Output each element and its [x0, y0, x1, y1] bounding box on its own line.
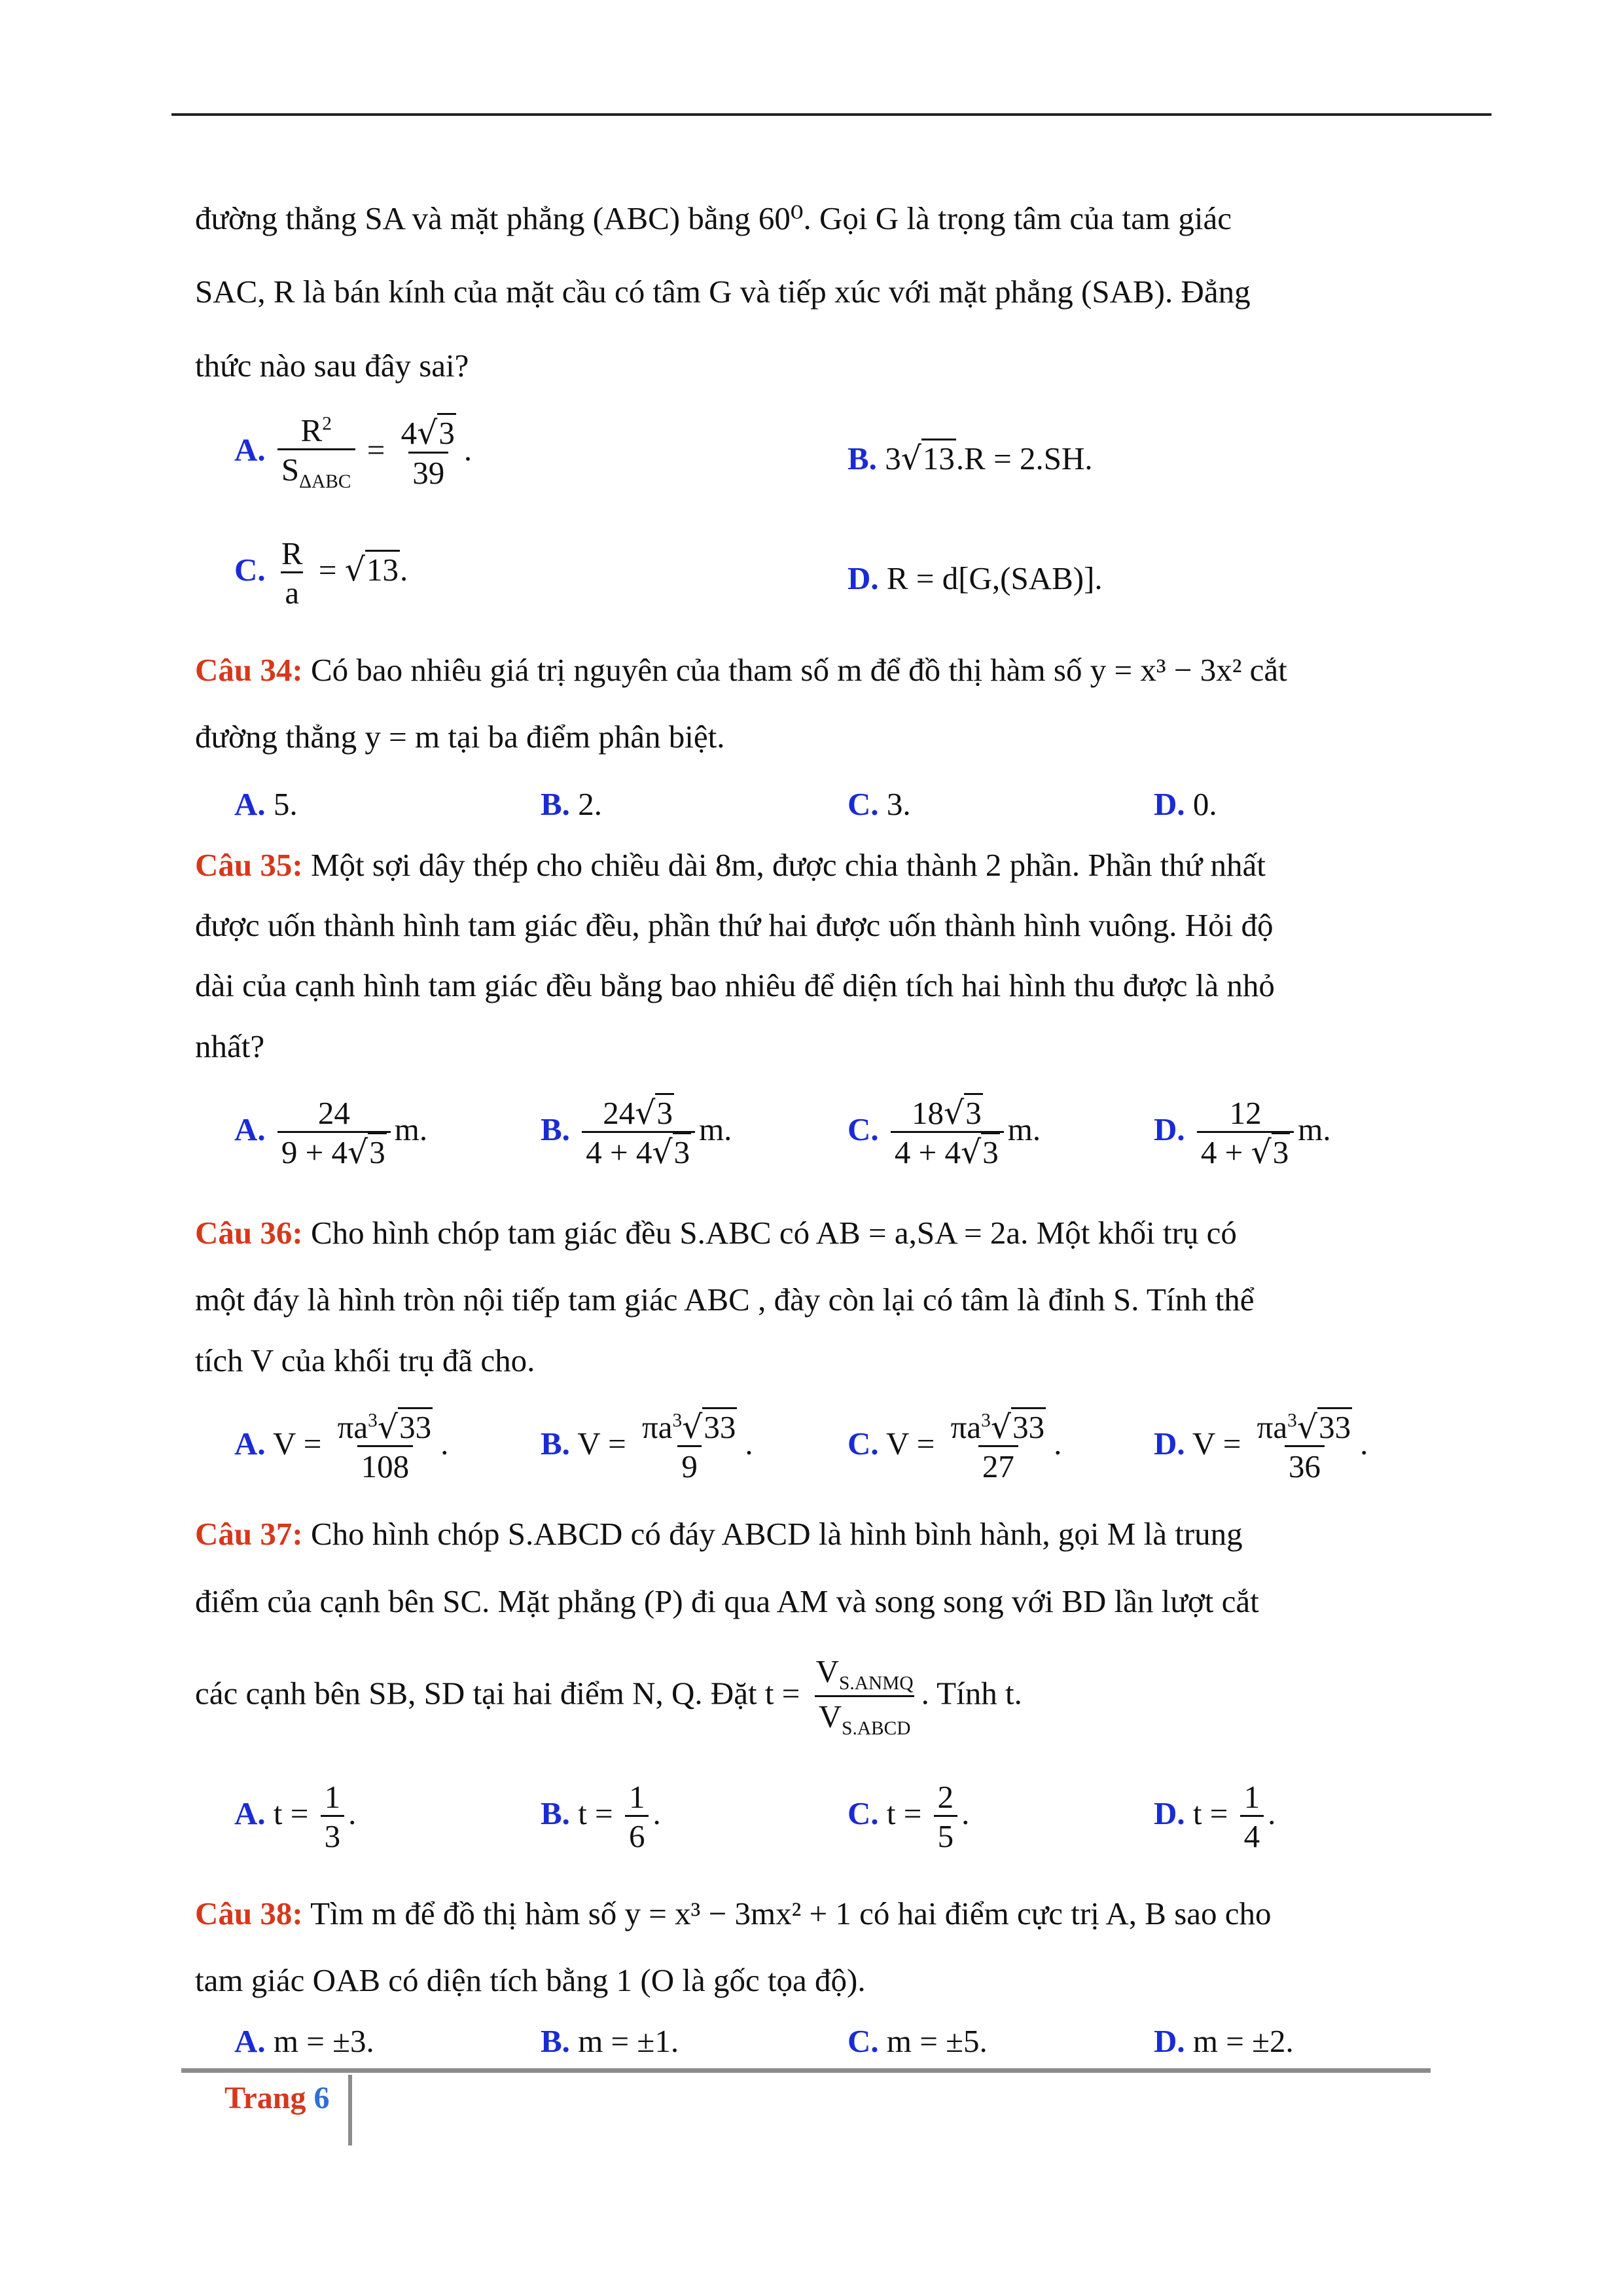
intro-line-2: SAC, R là bán kính của mặt cầu có tâm G và tiếp xúc với mặt phẳng (SAB). Đẳng — [195, 274, 1251, 310]
intro-line-1: đường thẳng SA và mặt phẳng (ABC) bằng 60⁰. Gọi G là trọng tâm của tam giác — [195, 200, 1232, 236]
question-title: Câu 38: — [195, 1895, 303, 1931]
footer-divider — [348, 2075, 352, 2145]
q37-line-3: các cạnh bên SB, SD tại hai điểm N, Q. Đặt t = $\frac{V_{S.ANMQ}}{V_{S.ABCD}}$ . Tính t. — [195, 1653, 1022, 1739]
question-title: Câu 36: — [195, 1215, 303, 1251]
page-footer — [224, 2080, 329, 2116]
q35-option-c: C. $\frac{18√3}{4 + 4√3}$ m. — [847, 1094, 1041, 1172]
intro-option-a: A. $\frac{R^2}{S_{\Delta ABC}}$ = $\frac{4√3}{39}$ . — [234, 412, 473, 493]
q34-line-2: đường thẳng y = m tại ba điểm phân biệt. — [195, 719, 725, 755]
fraction: $\frac{4√3}{39}$ — [401, 414, 455, 491]
q36-option-a: A. V = $\frac{\pi a^3√33}{108}$ . — [234, 1408, 449, 1485]
q37-option-a: A. t = $\frac{1}{3}$ . — [234, 1779, 357, 1855]
fraction: $\frac{V_{S.ANMQ}}{V_{S.ABCD}}$ — [815, 1653, 914, 1739]
intro-option-b: B. 3√13.R = 2.SH. — [847, 440, 1093, 477]
q36-line-3: tích V của khối trụ đã cho. — [195, 1342, 535, 1378]
q37-option-c: C. t = $\frac{2}{5}$ . — [847, 1779, 970, 1855]
q34-option-b: B. 2. — [541, 786, 602, 822]
q35-line-2: được uốn thành hình tam giác đều, phần thứ hai được uốn thành hình vuông. Hỏi độ — [195, 907, 1274, 943]
fraction: $\frac{R^2}{S_{\Delta ABC}}$ — [277, 414, 355, 492]
page-number: 6 — [313, 2081, 330, 2115]
footer-label: Trang — [224, 2081, 306, 2115]
q36-option-c: C. V = $\frac{\pi a^3√33}{27}$ . — [847, 1408, 1062, 1485]
intro-line-3: thức nào sau đây sai? — [195, 348, 469, 384]
q37-line-1: Câu 37: Cho hình chóp S.ABCD có đáy ABCD là hình bình hành, gọi M là trung — [195, 1516, 1243, 1552]
q37-option-d: D. t = $\frac{1}{4}$ . — [1154, 1779, 1276, 1855]
q38-option-b: B. m = ±1. — [541, 2023, 679, 2059]
q34-option-a: A. 5. — [234, 786, 298, 822]
question-title: Câu 35: — [195, 847, 303, 883]
q38-option-a: A. m = ±3. — [234, 2023, 374, 2059]
q35-option-a: A. $\frac{24}{9 + 4√3}$ m. — [234, 1095, 428, 1172]
q34-line-1: Câu 34: Có bao nhiêu giá trị nguyên của tham số m để đồ thị hàm số y = x³ − 3x² cắt — [195, 652, 1287, 688]
option-label: A. — [234, 431, 266, 468]
q37-option-b: B. t = $\frac{1}{6}$ . — [541, 1779, 661, 1855]
option-label: C. — [234, 552, 266, 588]
q38-option-d: D. m = ±2. — [1154, 2023, 1294, 2059]
option-label: B. — [847, 440, 877, 476]
q35-line-1: Câu 35: Một sợi dây thép cho chiều dài 8m, được chia thành 2 phần. Phần thứ nhất — [195, 847, 1266, 883]
q38-line-2: tam giác OAB có diện tích bằng 1 (O là gốc tọa độ). — [195, 1962, 866, 1998]
q34-option-c: C. 3. — [847, 786, 911, 822]
q35-option-d: D. $\frac{12}{4 + √3}$ m. — [1154, 1095, 1331, 1172]
q37-line-2: điểm của cạnh bên SC. Mặt phẳng (P) đi qua AM và song song với BD lần lượt cắt — [195, 1583, 1259, 1619]
intro-option-d: D. R = d[G,(SAB)]. — [847, 560, 1103, 596]
q36-line-1: Câu 36: Cho hình chóp tam giác đều S.ABC có AB = a,SA = 2a. Một khối trụ có — [195, 1215, 1237, 1251]
q38-line-1: Câu 38: Tìm m để đồ thị hàm số y = x³ − 3mx² + 1 có hai điểm cực trị A, B sao cho — [195, 1895, 1272, 1931]
question-title: Câu 34: — [195, 652, 303, 688]
q35-option-b: B. $\frac{24√3}{4 + 4√3}$ m. — [541, 1094, 732, 1172]
question-title: Câu 37: — [195, 1516, 303, 1552]
fraction: $\frac{R}{a}$ — [281, 535, 303, 611]
q35-line-3: dài của cạnh hình tam giác đều bằng bao nhiêu để diện tích hai hình thu được là nhỏ — [195, 967, 1275, 1003]
q34-option-d: D. 0. — [1154, 786, 1217, 822]
q35-line-4: nhất? — [195, 1028, 265, 1064]
q36-line-2: một đáy là hình tròn nội tiếp tam giác ABC , đày còn lại có tâm là đỉnh S. Tính thể — [195, 1282, 1255, 1318]
q36-option-d: D. V = $\frac{\pi a^3√33}{36}$ . — [1154, 1408, 1368, 1485]
q36-option-b: B. V = $\frac{\pi a^3√33}{9}$ . — [541, 1408, 753, 1485]
intro-option-c: C. $\frac{R}{a}$ = √13. — [234, 535, 408, 611]
header-rule — [171, 113, 1491, 116]
option-label: D. — [847, 560, 879, 596]
q38-option-c: C. m = ±5. — [847, 2023, 988, 2059]
footer-rule — [181, 2068, 1431, 2073]
